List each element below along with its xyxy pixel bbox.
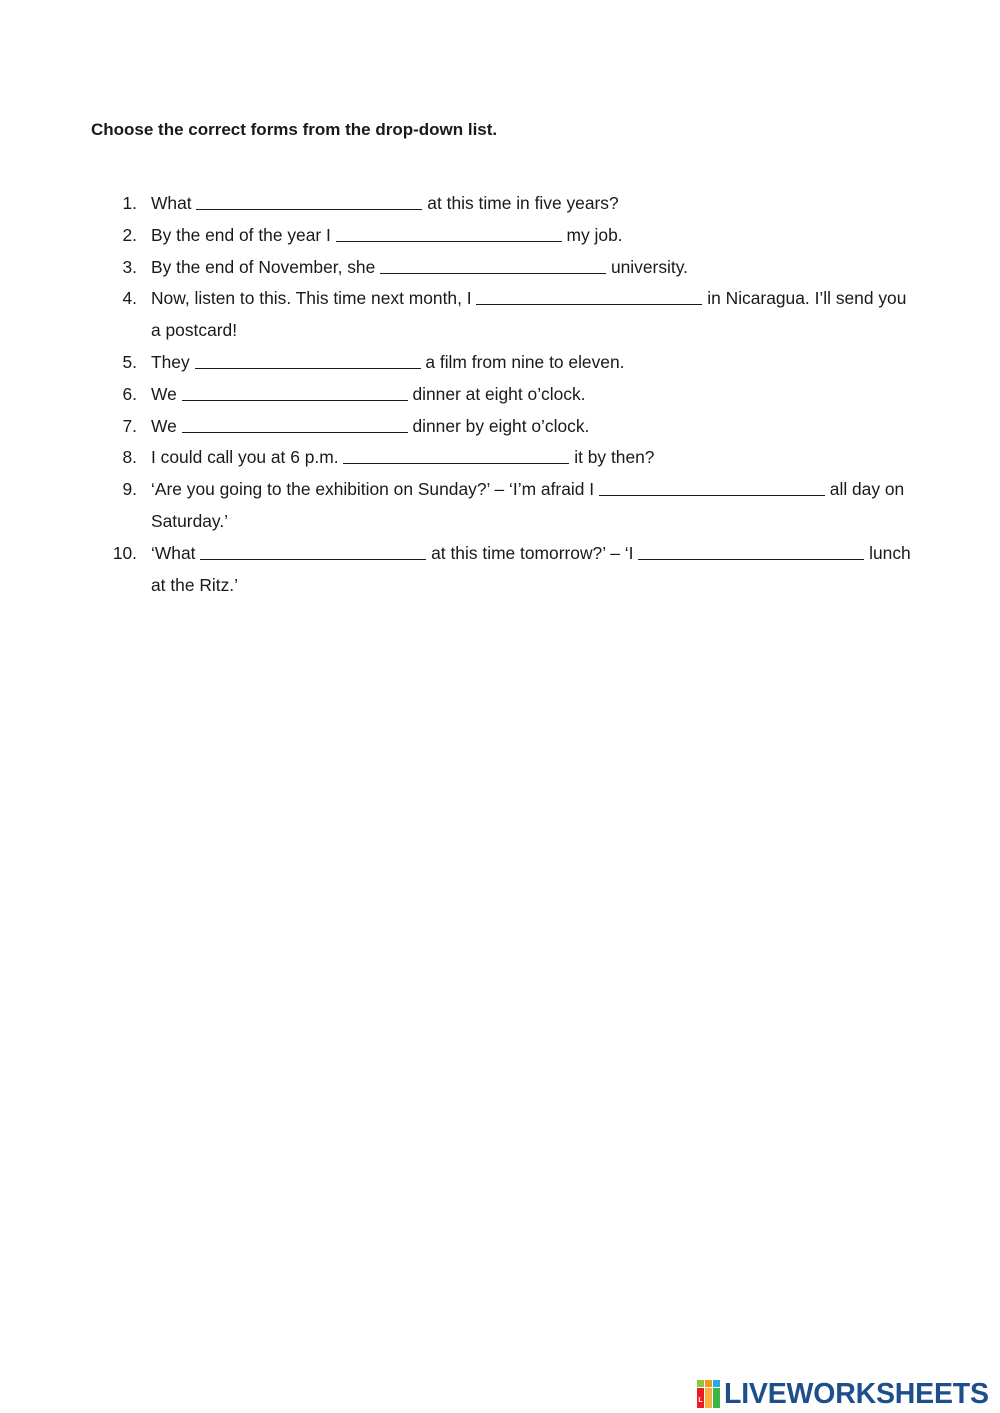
answer-dropdown[interactable]: [200, 540, 426, 560]
item-text: it by then?: [574, 447, 655, 468]
item-text: at this time in five years?: [427, 193, 619, 213]
logo-text: LIVEWORKSHEETS: [724, 1378, 989, 1410]
item-number: 1.: [122, 193, 137, 213]
item-number: 9.: [122, 479, 137, 500]
exercise-item-9: [0, 474, 911, 538]
item-text: all day on Saturday.’: [151, 479, 905, 531]
liveworksheets-logo-icon: [697, 1380, 721, 1408]
answer-dropdown[interactable]: [336, 222, 562, 242]
item-text: lunch at the Ritz.’: [151, 542, 911, 595]
item-text: We: [151, 383, 177, 404]
item-number: 7.: [122, 415, 137, 436]
answer-dropdown[interactable]: [343, 444, 569, 464]
item-text: university.: [610, 256, 688, 277]
item-number: 2.: [122, 224, 137, 245]
item-text: dinner by eight o’clock.: [412, 415, 590, 436]
item-text: I could call you at 6 p.m.: [151, 447, 339, 468]
svg-text:L: L: [698, 1397, 703, 1404]
item-text: Now, listen to this. This time next month, I: [151, 288, 472, 309]
answer-dropdown[interactable]: [599, 476, 825, 496]
item-text: ‘Are you going to the exhibition on Sunday?’ – ‘I’m afraid I: [151, 479, 595, 500]
item-text: a film from nine to eleven.: [425, 351, 625, 372]
item-text: dinner at eight o’clock.: [412, 383, 586, 404]
instruction: Choose the correct forms from the drop-down list.: [91, 120, 498, 139]
exercise-item-2: [0, 220, 911, 252]
item-text: What: [151, 193, 192, 213]
exercise-item-6: [0, 379, 911, 411]
answer-dropdown[interactable]: [380, 254, 606, 274]
exercise-item-7: [0, 411, 911, 443]
exercise-list: [0, 188, 1000, 601]
item-number: 6.: [122, 383, 137, 404]
answer-dropdown[interactable]: [638, 540, 864, 560]
item-number: 4.: [122, 288, 137, 309]
exercise-item-1: [0, 188, 911, 220]
item-text: at this time tomorrow?’ – ‘I: [431, 542, 634, 563]
item-text: ‘What: [151, 542, 196, 563]
item-text: By the end of November, she: [151, 256, 376, 277]
answer-dropdown[interactable]: [182, 381, 408, 401]
answer-dropdown[interactable]: [196, 190, 422, 210]
item-number: 10.: [112, 542, 137, 563]
item-number: 3.: [122, 256, 137, 277]
item-text: By the end of the year I: [151, 224, 331, 245]
exercise-item-4: [0, 283, 911, 347]
answer-dropdown[interactable]: [182, 413, 408, 433]
item-text: We: [151, 415, 177, 436]
exercise-item-5: [0, 347, 911, 379]
exercise-item-10: [0, 538, 911, 602]
answer-dropdown[interactable]: [476, 285, 702, 305]
liveworksheets-logo: [697, 1379, 989, 1409]
item-number: 5.: [122, 351, 137, 372]
item-text: in Nicaragua. I’ll send you a postcard!: [151, 288, 907, 341]
item-number: 8.: [122, 447, 137, 468]
exercise-item-3: [0, 252, 911, 284]
exercise-item-8: [0, 442, 911, 474]
item-text: my job.: [566, 224, 623, 245]
item-text: They: [151, 351, 190, 372]
answer-dropdown[interactable]: [195, 349, 421, 369]
